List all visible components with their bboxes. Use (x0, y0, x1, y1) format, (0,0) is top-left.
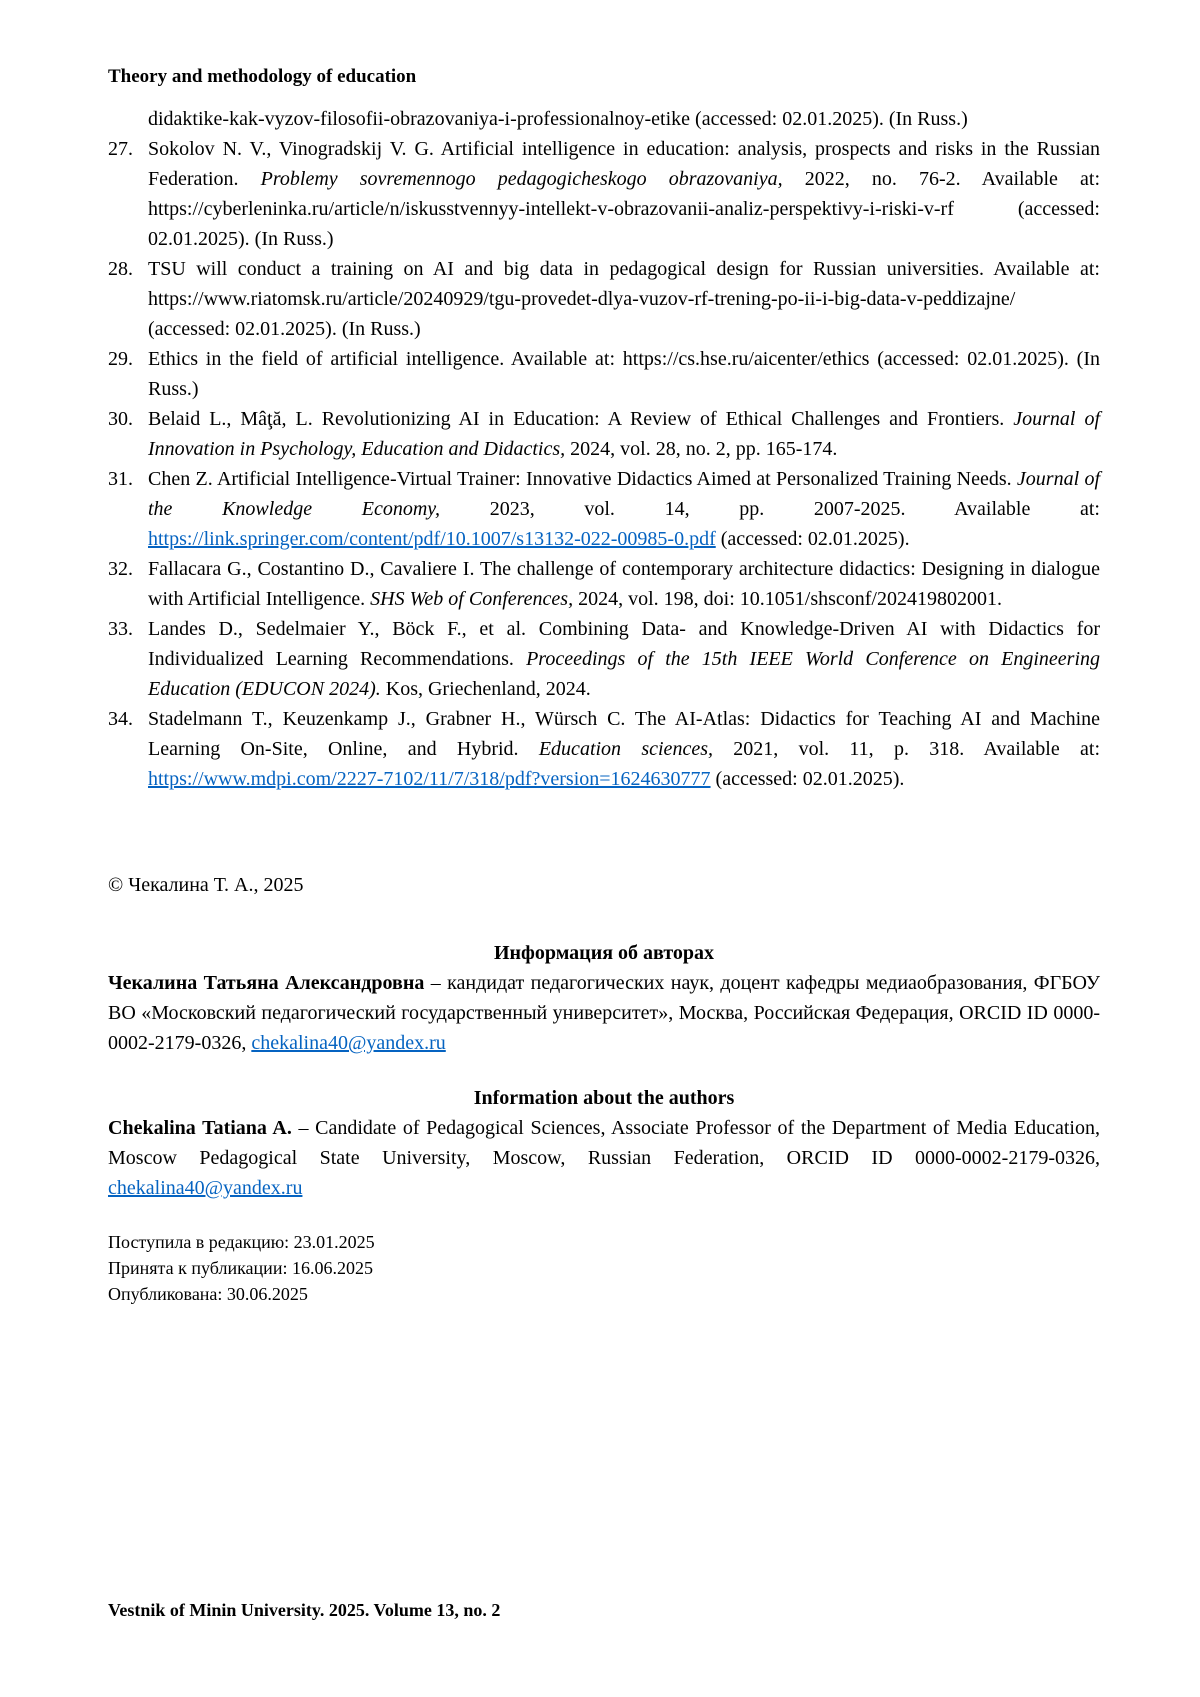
reference-number: 31. (108, 468, 133, 490)
reference-text: (accessed: 02.01.2025). (715, 528, 910, 550)
reference-list (108, 104, 1100, 794)
reference-number: 32. (108, 558, 133, 580)
reference-item (108, 614, 1100, 704)
reference-number: 29. (108, 348, 133, 370)
reference-text: Chen Z. Artificial Intelligence-Virtual Trainer: Innovative Didactics Aimed at Personalized Training Needs. (148, 468, 1017, 490)
reference-item (108, 404, 1100, 464)
authors-heading-en: Information about the authors (473, 1087, 735, 1109)
reference-text: Journal of Innovation in Psychology, Education and Didactics, (148, 408, 1100, 460)
reference-number: 33. (108, 618, 133, 640)
authors-heading-ru: Информация об авторах (493, 942, 715, 964)
reference-text: Proceedings of the 15th IEEE World Conference on Engineering Education (EDUCON 2024). (148, 648, 1101, 700)
reference-item (108, 554, 1100, 614)
reference-text: Stadelmann T., Keuzenkamp J., Grabner H., Würsch C. The AI-Atlas: Didactics for Teaching AI and Machine Learning On-Site, Online, and Hybrid. (148, 708, 1100, 760)
reference-continuation: didaktike-kak-vyzov-filosofii-obrazovaniya-i-professionalnoy-etike (accessed: 02.01.2025). (In Russ.) (148, 108, 968, 130)
reference-link[interactable]: https://link.springer.com/content/pdf/10.1007/s13132-022-00985-0.pdf (148, 528, 716, 550)
author-paragraph-ru (108, 968, 1100, 1058)
journal-footer: Vestnik of Minin University. 2025. Volume 13, no. 2 (108, 1600, 501, 1620)
reference-text: Ethics in the field of artificial intelligence. Available at: https://cs.hse.ru/aicenter/ethics (accessed: 02.01.2025). (In Russ.) (148, 348, 1100, 400)
author-paragraph-en (108, 1113, 1100, 1203)
reference-item (108, 344, 1100, 404)
reference-text: 2022, no. 76-2. Available at: https://cyberleninka.ru/article/n/iskusstvennyy-intellekt-v-obrazovanii-analiz-perspektivy-i-riski-v-rf (accessed: 02.01.2025). (In Russ.) (148, 168, 1100, 250)
reference-text: Fallacara G., Costantino D., Cavaliere I. The challenge of contemporary architecture didactics: Designing in dialogue with Artificial Intelligence. (148, 558, 1100, 610)
reference-text: SHS Web of Conferences, (370, 588, 574, 610)
author-email-link-ru[interactable]: chekalina40@yandex.ru (251, 1032, 446, 1054)
reference-number: 28. (108, 258, 133, 280)
reference-number: 34. (108, 708, 133, 730)
author-name-en: Chekalina Tatiana A. (108, 1117, 292, 1139)
running-head: Theory and methodology of education (108, 66, 417, 87)
reference-text: Belaid L., Mâţă, L. Revolutionizing AI in Education: A Review of Ethical Challenges and Frontiers. (148, 408, 1014, 430)
reference-number: 27. (108, 138, 133, 160)
author-email-link-en[interactable]: chekalina40@yandex.ru (108, 1177, 303, 1199)
copyright-line: © Чекалина Т. А., 2025 (108, 874, 304, 896)
reference-text: Problemy sovremennogo pedagogicheskogo obrazovaniya, (260, 168, 783, 190)
reference-number: 30. (108, 408, 133, 430)
reference-link[interactable]: https://www.mdpi.com/2227-7102/11/7/318/pdf?version=1624630777 (148, 768, 711, 790)
reference-text: Landes D., Sedelmaier Y., Böck F., et al. Combining Data- and Knowledge-Driven AI with Didactics for Individualized Learning Recommendations. (148, 618, 1100, 670)
reference-text: Journal of the Knowledge Economy, (148, 468, 1100, 520)
reference-text: TSU will conduct a training on AI and big data in pedagogical design for Russian universities. Available at: https://www.riatomsk.ru/article/20240929/tgu-provedet-dlya-vuzov-rf-trening-po-ii-i-big-data-v-peddizajne/ (accessed: 02.01.2025). (In Russ.) (148, 258, 1100, 340)
reference-item (108, 704, 1100, 794)
reference-text: Education sciences, (538, 738, 713, 760)
reference-text: 2021, vol. 11, p. 318. Available at: (712, 738, 1100, 760)
author-description-en: – Candidate of Pedagogical Sciences, Associate Professor of the Department of Media Education, Moscow Pedagogical State University, Moscow, Russian Federation, ORCID ID 0000-0002-2179-0326, (108, 1117, 1100, 1169)
date-accepted: Принята к публикации: 16.06.2025 (108, 1258, 373, 1278)
author-name-ru: Чекалина Татьяна Александровна (108, 972, 425, 994)
reference-item (108, 254, 1100, 344)
reference-text: Kos, Griechenland, 2024. (380, 678, 591, 700)
reference-text: Sokolov N. V., Vinogradskij V. G. Artificial intelligence in education: analysis, prospects and risks in the Russian Federation. (148, 138, 1100, 190)
author-description-ru: – кандидат педагогических наук, доцент кафедры медиаобразования, ФГБОУ ВО «Московский педагогический государственный университет», Москва, Российская Федерация, ORCID ID 0000-0002-2179-0326, (108, 972, 1100, 1054)
reference-text: 2024, vol. 198, doi: 10.1051/shsconf/202419802001. (573, 588, 1002, 610)
date-published: Опубликована: 30.06.2025 (108, 1284, 308, 1304)
reference-item (108, 464, 1100, 554)
reference-text: 2024, vol. 28, no. 2, pp. 165-174. (565, 438, 838, 460)
reference-text: 2023, vol. 14, pp. 2007-2025. Available at: (440, 498, 1100, 520)
article-dates (108, 1229, 1100, 1307)
date-received: Поступила в редакцию: 23.01.2025 (108, 1232, 375, 1252)
reference-text: (accessed: 02.01.2025). (710, 768, 905, 790)
reference-item (108, 134, 1100, 254)
